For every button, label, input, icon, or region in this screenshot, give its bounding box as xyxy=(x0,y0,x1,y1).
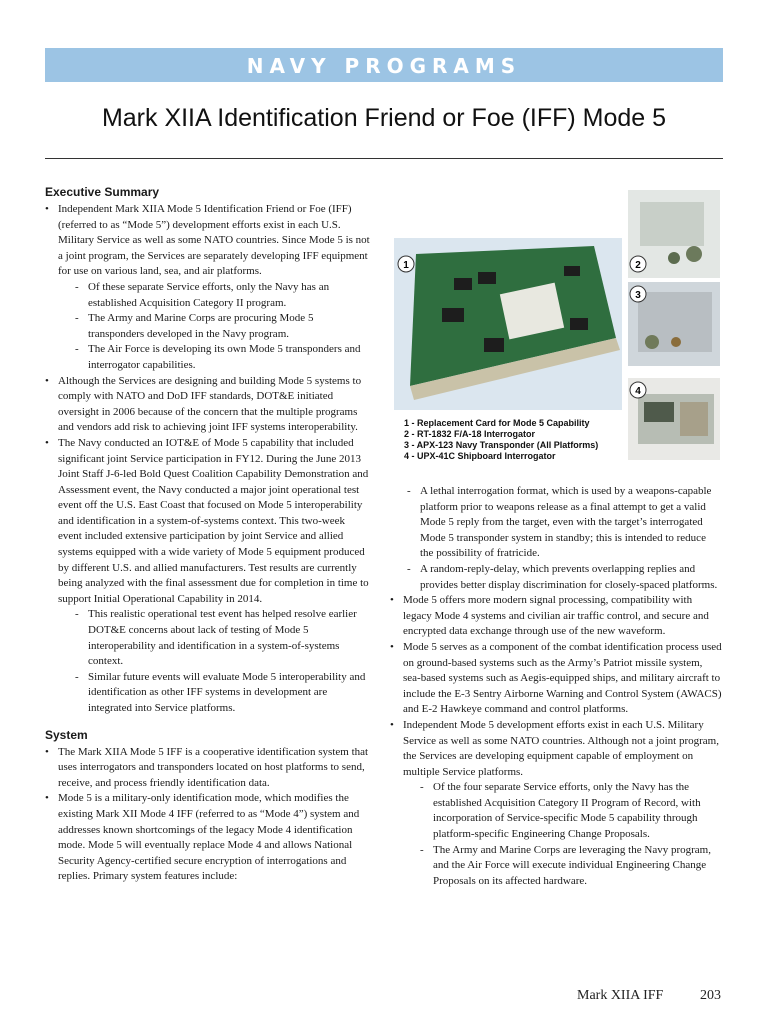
bullet-text: Independent Mode 5 development efforts exist in each U.S. Military Service as well as some NATO countries. Although not a joint program, the Services are developing equipment capable of employment on multiple Service platforms. xyxy=(403,718,719,778)
sub-list xyxy=(390,484,722,593)
sub-item: - Similar future events will evaluate Mode 5 interoperability and identification as other IFF systems in development are integrated into Service platforms. xyxy=(58,670,370,717)
list-item xyxy=(45,374,370,436)
caption-line: 1 - Replacement Card for Mode 5 Capability xyxy=(404,418,590,428)
figure-caption xyxy=(404,418,598,462)
marker-3 xyxy=(630,286,646,302)
sub-item: - The Army and Marine Corps are procuring Mode 5 transponders developed in the Navy program. xyxy=(58,311,370,342)
caption-line: 2 - RT-1832 F/A-18 Interrogator xyxy=(404,429,536,439)
system-heading: System xyxy=(45,727,88,742)
replacement-card-image xyxy=(394,238,622,410)
svg-text:2: 2 xyxy=(635,260,641,271)
page-number: 203 xyxy=(700,988,721,1003)
sub-list xyxy=(403,780,722,889)
page-title: Mark XIIA Identification Friend or Foe (IFF) Mode 5 xyxy=(101,104,667,132)
svg-text:3: 3 xyxy=(635,290,641,301)
sub-item: - Of these separate Service efforts, only the Navy has an established Acquisition Category II program. xyxy=(58,280,370,311)
caption-line: 3 - APX-123 Navy Transponder (All Platforms) xyxy=(404,440,599,450)
system-list xyxy=(45,745,370,885)
sub-list xyxy=(58,607,370,716)
sub-item: - This realistic operational test event has helped resolve earlier DOT&E concerns about lack of testing of Mode 5 interoperability and identification in a system-of-systems context. xyxy=(58,607,370,669)
bullet-text: Mode 5 serves as a component of the combat identification process used on ground-based systems such as the Army’s Patriot missile system, sea-based systems such as Aegis-equipped ships, and military aircraft to include the E-3 Sentry Airborne Warning and Control System (AWACS) and E-2 Hawkeye command and control platforms. xyxy=(403,640,722,716)
bullet-text: Although the Services are designing and building Mode 5 systems to comply with NATO and DoD IFF standards, DOT&E initiated oversight in 2006 because of the concern that the multiple programs and vendors add risk to achieving joint IFF systems interoperability. xyxy=(58,374,362,434)
sub-item: - A lethal interrogation format, which is used by a weapons-capable platform prior to weapons release as a final attempt to get a valid Mode 5 reply from the target, even with the target’s interrogated Mode 5 transponder system in standby; this is intended to reduce the possibility of fratricide. xyxy=(390,484,722,562)
marker-1 xyxy=(398,256,414,272)
list-item xyxy=(390,718,722,890)
sub-item: - The Army and Marine Corps are leveraging the Navy program, and the Air Force will execute individual Engineering Change Proposals on its affected hardware. xyxy=(403,843,722,890)
bullet-text: The Mark XIIA Mode 5 IFF is a cooperative identification system that uses interrogators and transponders located on host platforms to send, receive, and process friendly identification data. xyxy=(58,745,369,789)
list-item xyxy=(390,640,722,718)
bullet-text: The Navy conducted an IOT&E of Mode 5 capability that included significant joint Service participation in FY12. During the June 2013 Joint Staff J-6-led Bold Quest Coalition Capability Demonstration and Assessment event, the Navy conducted a major joint operational test event off the U.S. East Coast that focused on Mode 5 interoperability and identification in a system-of-systems context. This two-week event included extensive participation by joint Service and allied systems equipped with a wide variety of Mode 5 equipment produced by different U.S. and allied manufacturers. Test results are currently being analyzed with the final assessment due for completion in time to support Initial Operational Capability in 2014. xyxy=(58,436,369,605)
caption-line: 4 - UPX-41C Shipboard Interrogator xyxy=(404,451,556,461)
bullet-text: Mode 5 offers more modern signal processing, compatibility with legacy Mode 4 systems and civilian air traffic control, and secure and encrypted data exchange through use of the new waveform. xyxy=(403,594,709,638)
sub-list xyxy=(58,280,370,374)
executive-summary-heading: Executive Summary xyxy=(45,185,160,199)
list-item xyxy=(390,593,722,640)
bullet-text: Independent Mark XIIA Mode 5 Identification Friend or Foe (IFF) (referred to as “Mode 5”) development efforts exist in each U.S. Military Service as well as some NATO countries. Since Mode 5 is not a joint program, the Services are separately developing IFF equipment for use on various land, sea, and air platforms. xyxy=(58,203,370,278)
left-column xyxy=(45,184,370,885)
marker-4 xyxy=(630,382,646,398)
right-bullet-list xyxy=(390,593,722,889)
sub-item: - The Air Force is developing its own Mode 5 transponders and interrogator capabilities. xyxy=(58,342,370,373)
list-item xyxy=(45,436,370,717)
marker-2 xyxy=(630,256,646,272)
sub-item: - A random-reply-delay, which prevents overlapping replies and provides better display discrimination for closely-spaced platforms. xyxy=(390,562,722,593)
footer-label: Mark XIIA IFF xyxy=(577,988,664,1003)
section-banner xyxy=(45,48,723,82)
svg-text:4: 4 xyxy=(635,386,641,397)
sub-item: - Of the four separate Service efforts, only the Navy has the established Acquisition Category II Program of Record, with incorporation of Service-specific Mode 5 capability through platform-specific Engineering Change Proposals. xyxy=(403,780,722,842)
list-item xyxy=(45,745,370,792)
right-column xyxy=(390,484,722,889)
list-item xyxy=(45,791,370,885)
section-label: NAVY PROGRAMS xyxy=(246,54,522,78)
title-rule xyxy=(45,158,723,159)
bullet-text: Mode 5 is a military-only identification mode, which modifies the existing Mark XII Mode 4 IFF (referred to as “Mode 4”) system and addresses known shortcomings of the legacy Mode 4 identification mode. Mode 5 will eventually replace Mode 4 and allows National Security Agency-certified secure encryption of interrogations and replies. Primary system features include: xyxy=(58,792,360,883)
svg-text:1: 1 xyxy=(403,260,409,271)
executive-summary-list xyxy=(45,202,370,717)
list-item xyxy=(45,202,370,374)
